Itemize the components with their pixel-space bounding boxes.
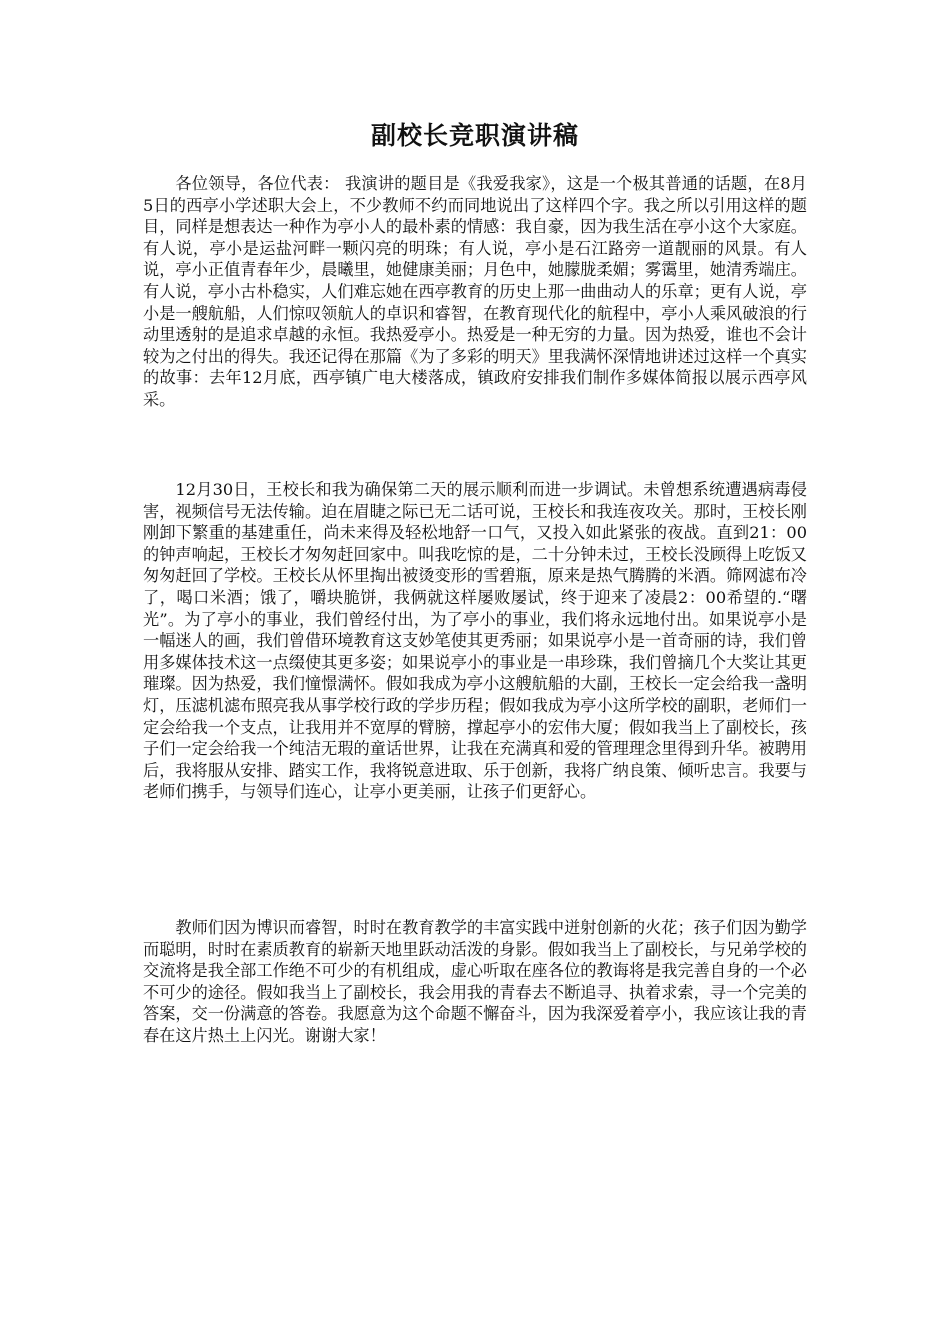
paragraph-3: 教师们因为博识而睿智，时时在教育教学的丰富实践中迸射创新的火花；孩子们因为勤学而聪明，时时在素质教育的崭新天地里跃动活泼的身影。假如我当上了副校长，与兄弟学校的交流将是我全部工作绝不可少的有机组成，虚心听取在座各位的教诲将是我完善自身的一个必不可少的途径。假如我当上了副校长，我会用我的青春去不断追寻、执着求索，寻一个完美的答案，交一份满意的答卷。我愿意为这个命题不懈奋斗，因为我深爱着亭小，我应该让我的青春在这片热土上闪光。谢谢大家！ [143,918,807,1045]
paragraph-1: 各位领导，各位代表： 我演讲的题目是《我爱我家》，这是一个极其普通的话题，在8月5日的西亭小学述职大会上，不少教师不约而同地说出了这样四个字。我之所以引用这样的题目，同样是想表达一种作为亭小人的最朴素的情感：我自豪，因为我生活在亭小这个大家庭。有人说，亭小是运盐河畔一颗闪亮的明珠；有人说，亭小是石江路旁一道靓丽的风景。有人说，亭小正值青春年少，晨曦里，她健康美丽；月色中，她朦胧柔媚；雾霭里，她清秀端庄。有人说，亭小古朴稳实，人们难忘她在西亭教育的历史上那一曲曲动人的乐章；更有人说，亭小是一艘航船，人们惊叹领航人的卓识和睿智，在教育现代化的航程中，亭小人乘风破浪的行动里透射的是追求卓越的永恒。我热爱亭小。热爱是一种无穷的力量。因为热爱，谁也不会计较为之付出的得失。我还记得在那篇《为了多彩的明天》里我满怀深情地讲述过这样一个真实的故事：去年12月底，西亭镇广电大楼落成，镇政府安排我们制作多媒体简报以展示西亭风采。 [143,174,807,409]
paragraph-2: 12月30日，王校长和我为确保第二天的展示顺利而进一步调试。未曾想系统遭遇病毒侵害，视频信号无法传输。迫在眉睫之际已无二话可说，王校长和我连夜攻关。那时，王校长刚刚卸下繁重的基建重任，尚未来得及轻松地舒一口气，又投入如此紧张的夜战。直到21：00的钟声响起，王校长才匆匆赶回家中。叫我吃惊的是，二十分钟未过，王校长没顾得上吃饭又匆匆赶回了学校。王校长从怀里掏出被烫变形的雪碧瓶，原来是热气腾腾的米酒。筛网滤布冷了，喝口米酒；饿了，嚼块脆饼，我俩就这样屡败屡试，终于迎来了凌晨2：00希望的.“曙光”。为了亭小的事业，我们曾经付出，为了亭小的事业，我们将永远地付出。如果说亭小是一幅迷人的画，我们曾借环境教育这支妙笔使其更秀丽；如果说亭小是一首奇丽的诗，我们曾用多媒体技术这一点缀使其更多姿；如果说亭小的事业是一串珍珠，我们曾摘几个大奖让其更璀璨。因为热爱，我们憧憬满怀。假如我成为亭小这艘航船的大副，王校长一定会给我一盏明灯，压滤机滤布照亮我从事学校行政的学步历程；假如我成为亭小这所学校的副职，老师们一定会给我一个支点，让我用并不宽厚的臂膀，撑起亭小的宏伟大厦；假如我当上了副校长，孩子们一定会给我一个纯洁无瑕的童话世界，让我在充满真和爱的管理理念里得到升华。被聘用后，我将服从安排、踏实工作，我将锐意进取、乐于创新，我将广纳良策、倾听忠言。我要与老师们携手，与领导们连心，让亭小更美丽，让孩子们更舒心。 [143,480,807,802]
document-title: 副校长竞职演讲稿 [370,121,579,150]
